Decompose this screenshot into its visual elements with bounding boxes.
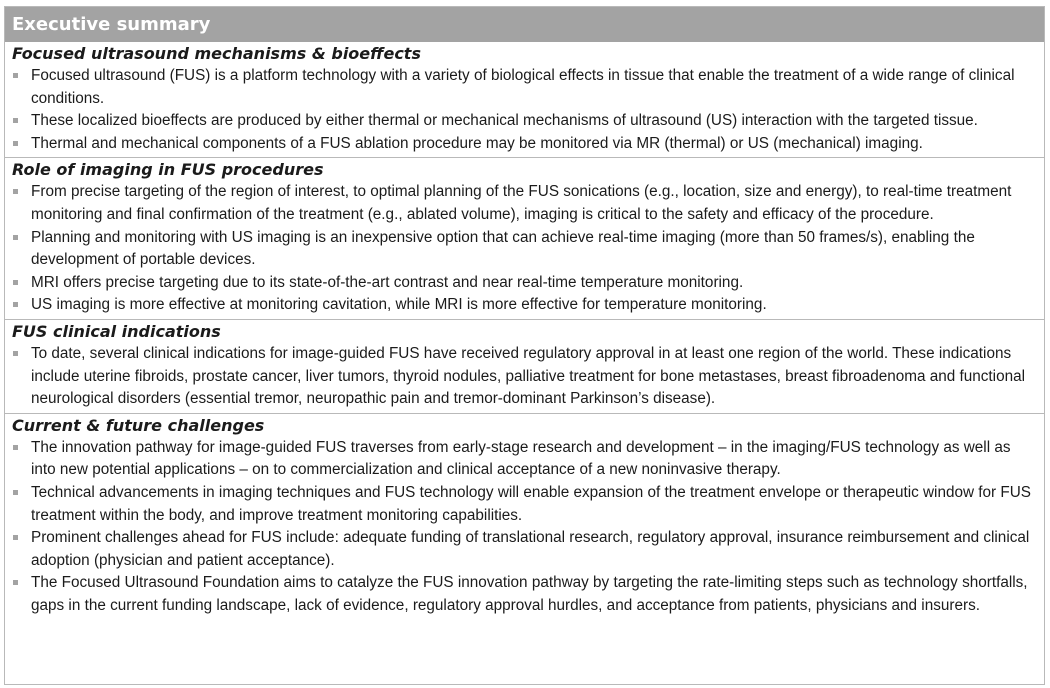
list-item-text: The innovation pathway for image-guided FUS traverses from early-stage research and development – in the imaging/FUS technology as well as into new potential applications – on to commercialization and clinical acceptance of a new noninvasive therapy. — [31, 438, 1011, 479]
list-item — [12, 482, 1037, 527]
list-item — [12, 110, 1037, 133]
square-bullet-icon — [13, 490, 18, 495]
list-item-text: Prominent challenges ahead for FUS include: adequate funding of translational research, regulatory approval, insurance reimbursement and clinical adoption (physician and patient acceptance). — [31, 529, 1030, 569]
list-item — [12, 181, 1037, 226]
square-bullet-icon — [13, 351, 18, 356]
list-item-text: To date, several clinical indications for image-guided FUS have received regulatory approval in at least one region of the world. These indications include uterine fibroids, prostate cancer, liver tumors, thyroid nodules, palliative treatment for bone metastases, breast fibroadenoma and functional neurological disorders (essential tremor, neuropathic pain and tremor-dominant Parkinson’s disease). — [31, 344, 1025, 408]
square-bullet-icon — [13, 73, 18, 78]
square-bullet-icon — [13, 118, 18, 123]
summary-section — [5, 157, 1044, 319]
list-item — [12, 527, 1037, 572]
list-item-text: MRI offers precise targeting due to its state-of-the-art contrast and near real-time temperature monitoring. — [31, 273, 744, 291]
list-item — [12, 343, 1037, 411]
list-item-text: Technical advancements in imaging techniques and FUS technology will enable expansion of the treatment envelope or therapeutic window for FUS treatment within the body, and improve treatment monitoring capabilities. — [31, 483, 1031, 524]
list-item-text: The Focused Ultrasound Foundation aims to catalyze the FUS innovation pathway by targeting the rate-limiting steps such as technology shortfalls, gaps in the current funding landscape, lack of evidence, regulatory approval hurdles, and acceptance from patients, physicians and insurers. — [31, 574, 1028, 614]
square-bullet-icon — [13, 535, 18, 540]
list-item — [12, 65, 1037, 110]
list-item-text: Focused ultrasound (FUS) is a platform technology with a variety of biological effects in tissue that enable the treatment of a wide range of clinical conditions. — [31, 67, 1015, 107]
square-bullet-icon — [13, 189, 18, 194]
summary-section — [5, 42, 1044, 157]
square-bullet-icon — [13, 302, 18, 307]
section-title: Focused ultrasound mechanisms & bioeffects — [12, 44, 421, 63]
square-bullet-icon — [13, 280, 18, 285]
list-item — [12, 272, 1037, 295]
square-bullet-icon — [13, 445, 18, 450]
list-item-text: Planning and monitoring with US imaging is an inexpensive option that can achieve real-time imaging (more than 50 frames/s), enabling the development of portable devices. — [31, 228, 975, 269]
list-item-text: Thermal and mechanical components of a FUS ablation procedure may be monitored via MR (thermal) or US (mechanical) imaging. — [31, 134, 923, 152]
bullet-list — [12, 65, 1037, 155]
executive-summary-box — [4, 6, 1045, 685]
section-title: FUS clinical indications — [12, 321, 221, 341]
list-item — [12, 133, 1037, 156]
summary-section — [5, 413, 1044, 620]
bullet-list — [12, 181, 1037, 317]
list-item — [12, 294, 1037, 317]
list-item-text: From precise targeting of the region of interest, to optimal planning of the FUS sonications (e.g., location, size and energy), to real-time treatment monitoring and final confirmation of the treatment (e.g., ablated volume), imaging is critical to the safety and efficacy of the procedure. — [31, 183, 1012, 223]
list-item — [12, 227, 1037, 272]
square-bullet-icon — [13, 141, 18, 146]
section-title: Role of imaging in FUS procedures — [12, 160, 324, 180]
list-item — [12, 572, 1037, 617]
summary-section — [5, 319, 1044, 413]
square-bullet-icon — [13, 580, 18, 585]
list-item-text: US imaging is more effective at monitoring cavitation, while MRI is more effective for temperature monitoring. — [31, 296, 767, 314]
bullet-list — [12, 343, 1037, 411]
summary-sections — [5, 42, 1044, 619]
list-item-text: These localized bioeffects are produced by either thermal or mechanical mechanisms of ultrasound (US) interaction with the targeted tissue. — [31, 112, 978, 130]
square-bullet-icon — [13, 235, 18, 240]
section-title: Current & future challenges — [12, 415, 265, 435]
list-item — [12, 437, 1037, 482]
bullet-list — [12, 437, 1037, 618]
summary-header: Executive summary — [5, 7, 1044, 42]
